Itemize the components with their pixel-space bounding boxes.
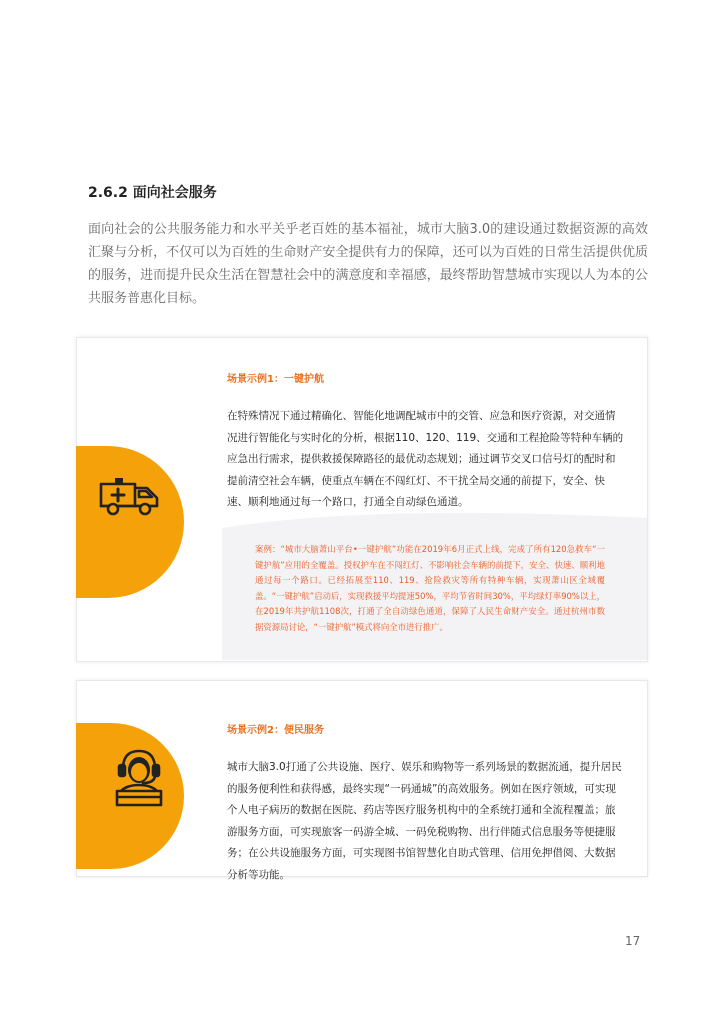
section-title: 2.6.2 面向社会服务: [88, 185, 217, 201]
customer-service-icon: [113, 747, 165, 811]
icon-badge: [76, 446, 184, 598]
scene-body: 在特殊情况下通过精确化、智能化地调配城市中的交管、应急和医疗资源，对交通情况进行智能化与实时化的分析，根据110、120、119、交通和工程抢险等特种车辆的应急出行需求，提供救援保障路径的最优动态规划；通过调节交叉口信号灯的配时和提前清空社会车辆，使重点车辆在不闯红灯、不干扰全局交通的前提下，安全、快速、顺利地通过每一个路口，打通全自动绿色通道。: [227, 410, 624, 508]
scene-title: 场景示例2：便民服务: [227, 725, 324, 736]
page-number: 17: [625, 934, 641, 948]
case-text: 案例：“城市大脑萧山平台•一键护航”功能在2019年6月正式上线，完成了所有120急救车“一键护航”应用的全覆盖。授权护车在不闯红灯、不影响社会车辆的前提下，安全、快速、顺利地通过每一个路口。已经拓展至110、119、抢险救灾等所有特种车辆，实现萧山区全域覆盖。“一键护航”启动后，实现救援平均提速50%，平均节省时间30%，平均绿灯率90%以上，在2019年共护航1108次，打通了全自动绿色通道，保障了人民生命财产安全。通过杭州市数据资源局讨论，“一键护航”模式将向全市进行推广。: [255, 544, 605, 632]
scene-body: 城市大脑3.0打通了公共设施、医疗、娱乐和购物等一系列场景的数据流通，提升居民的服务便利性和获得感，最终实现“一码通城”的高效服务。例如在医疗领域，可实现个人电子病历的数据在医院、药店等医疗服务机构中的全系统打通和全流程覆盖；旅游服务方面，可实现旅客一码游全城、一码免税购物、出行伴随式信息服务等便捷服务；在公共设施服务方面，可实现图书馆智慧化自助式管理、信用免押借阅、大数据分析等功能。: [227, 761, 622, 881]
intro-paragraph: 面向社会的公共服务能力和水平关乎老百姓的基本福祉，城市大脑3.0的建设通过数据资源的高效汇聚与分析，不仅可以为百姓的生命财产安全提供有力的保障，还可以为百姓的日常生活提供优质的服务，进而提升民众生活在智慧社会中的满意度和幸福感，最终帮助智慧城市实现以人为本的公共服务普惠化目标。: [88, 222, 648, 306]
scene-title: 场景示例1：一键护航: [227, 374, 324, 385]
scene-card-2: [76, 680, 648, 881]
scene-card-1: [76, 337, 648, 662]
ambulance-icon: [99, 476, 161, 522]
